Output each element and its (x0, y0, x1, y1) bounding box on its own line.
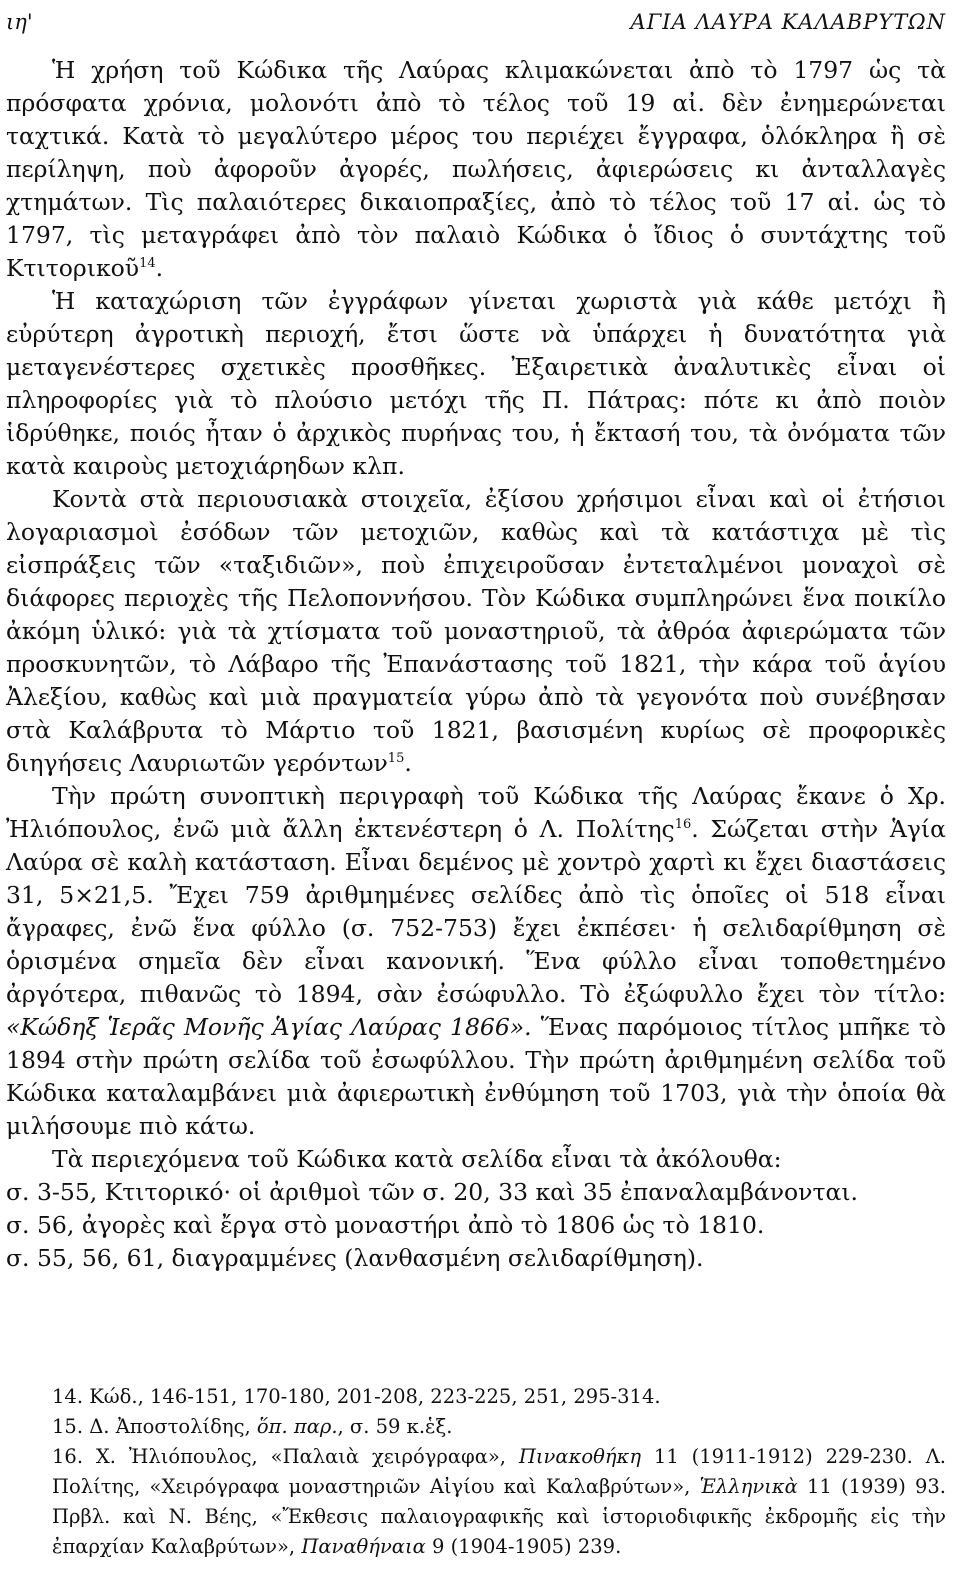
cover-title: «Κώδηξ Ἱερᾶς Μονῆς Ἁγίας Λαύρας 1866». (6, 1013, 532, 1041)
footnote-ref-14: 14 (139, 256, 156, 272)
footnote-text: , σ. 59 κ.ἑξ. (337, 1415, 453, 1438)
page-number: ιη' (6, 10, 33, 34)
footnote-text: 15. Δ. Ἀποστολίδης, (52, 1415, 257, 1438)
running-title: ΑΓΙΑ ΛΑΥΡΑ ΚΑΛΑΒΡΥΤΩΝ (630, 10, 946, 34)
footnote-14: 14. Κώδ., 146-151, 170-180, 201-208, 223-225, 251, 295-314. (52, 1385, 661, 1408)
paragraph-text: Κοντὰ στὰ περιουσιακὰ στοιχεῖα, ἐξίσου χρήσιμοι εἶναι καὶ οἱ ἐτήσιοι λογαριασμοὶ ἐσόδων τῶν μετοχιῶν, καθὼς καὶ τὰ κατάστιχα μὲ τὶς εἰσπράξεις τῶν «ταξιδιῶν», ποὺ ἐπιχειροῦσαν ἐντεταλμένοι μοναχοὶ σὲ διάφορες περιοχὲς τῆς Πελοποννήσου. Τὸν Κώδικα συμπληρώνει ἕνα ποικίλο ἀκόμη ὑλικό: γιὰ τὰ χτίσματα τοῦ μοναστηριοῦ, τὰ ἀθρόα ἀφιερώματα τῶν προσκυνητῶν, τὸ Λάβαρο τῆς Ἐπανάστασης τοῦ 1821, τὴν κάρα τοῦ ἁγίου Ἀλεξίου, καθὼς καὶ μιὰ πραγματεία γύρω ἀπὸ τὰ γεγονότα ποὺ συνέβησαν στὰ Καλάβρυτα τὸ Μάρτιο τοῦ 1821, βασισμένη κυρίως σὲ προφορικὲς διηγήσεις Λαυριωτῶν γερόντων (6, 485, 946, 777)
footnote-text: 9 (1904-1905) 239. (425, 1535, 622, 1558)
footnote-italic: Παναθήναια (301, 1535, 426, 1558)
footnote-15 (6, 1412, 946, 1442)
footnote-16 (6, 1442, 946, 1562)
footnote-ref-15: 15 (387, 751, 405, 767)
footnote-text: 11 (1911-1912) 229-230. Λ. Πολίτης, «Χειρόγραφα μοναστηριῶν Αἰγίου καὶ Καλαβρύτων», (52, 1445, 947, 1498)
paragraph-text: Ἕνας παρόμοιος τίτλος μπῆκε τὸ 1894 στὴν πρώτη σελίδα τοῦ ἐσωφύλλου. Τὴν πρώτη ἀριθμημένη σελίδα τοῦ Κώδικα καταλαμβάνει μιὰ ἀφιερωτικὴ ἐνθύμηση τοῦ 1703, γιὰ τὴν ὁποία θὰ μιλήσουμε πιὸ κάτω. (6, 1013, 947, 1140)
paragraph-text: Τὴν πρώτη συνοπτικὴ περιγραφὴ τοῦ Κώδικα τῆς Λαύρας ἔκανε ὁ Χρ. Ἠλιόπουλος, ἐνῶ μιὰ ἄλλη ἐκτενέστερη ὁ Λ. Πολίτης (6, 782, 946, 843)
footnote-text: 11 (1939) 93. Πρβλ. καὶ Ν. Βέης, «Ἔκθεσις παλαιογραφικῆς καὶ ἱστοριοδιφικῆς ἐκδρομῆς εἰς τὴν ἐπαρχίαν Καλαβρύτων», (52, 1475, 947, 1558)
paragraph-property: Κοντὰ στὰ περιουσιακὰ στοιχεῖα, ἐξίσου χρήσιμοι εἶναι καὶ οἱ ἐτήσιοι λογαριασμοὶ ἐσόδων τῶν μετοχιῶν, καθὼς καὶ τὰ κατάστιχα μὲ τὶς εἰσπράξεις τῶν «ταξιδιῶν», ποὺ ἐπιχειροῦσαν ἐντεταλμένοι μοναχοὶ σὲ διάφορες περιοχὲς τῆς Πελοποννήσου. Τὸν Κώδικα συμπληρώνει ἕνα ποικίλο ἀκόμη ὑλικό: γιὰ τὰ χτίσματα τοῦ μοναστηριοῦ, τὰ ἀθρόα ἀφιερώματα τῶν προσκυνητῶν, τὸ Λάβαρο τῆς Ἐπανάστασης τοῦ 1821, τὴν κάρα τοῦ ἁγίου Ἀλεξίου, καθὼς καὶ μιὰ πραγματεία γύρω ἀπὸ τὰ γεγονότα ποὺ συνέβησαν στὰ Καλάβρυτα τὸ Μάρτιο τοῦ 1821, βασισμένη κυρίως σὲ προφορικὲς διηγήσεις Λαυριωτῶν γερόντων$^{15}$. (6, 485, 946, 777)
footnote-italic: ὅπ. παρ. (256, 1415, 338, 1438)
contents-item: σ. 56, ἀγορὲς καὶ ἔργα στὸ μοναστήρι ἀπὸ τὸ 1806 ὡς τὸ 1810. (6, 1211, 765, 1239)
paragraph-text: Ἡ χρήση τοῦ Κώδικα τῆς Λαύρας κλιμακώνεται ἀπὸ τὸ 1797 ὡς τὰ πρόσφατα χρόνια, μολονότι ἀπὸ τὸ τέλος τοῦ 19 αἰ. δὲν ἐνημερώνεται ταχτικά. Κατὰ τὸ μεγαλύτερο μέρος του περιέχει ἔγγραφα, ὁλόκληρα ἢ σὲ περίληψη, ποὺ ἀφοροῦν ἀγορές, πωλήσεις, ἀφιερώσεις κι ἀνταλλαγὲς χτημάτων. Τὶς παλαιότερες δικαιοπραξίες, ἀπὸ τὸ τέλος τοῦ 17 αἰ. ὡς τὸ 1797, τὶς μεταγράφει ἀπὸ τὸν παλαιὸ Κώδικα ὁ ἴδιος ὁ συντάχτης τοῦ Κτιτορικοῦ (6, 56, 946, 282)
paragraph-registration: Ἡ καταχώριση τῶν ἐγγράφων γίνεται χωριστὰ γιὰ κάθε μετόχι ἢ εὐρύτερη ἀγροτικὴ περιοχή, ἔτσι ὥστε νὰ ὑπάρχει ἡ δυνατότητα γιὰ μεταγενέστερες σχετικὲς προσθῆκες. Ἐξαιρετικὰ ἀναλυτικὲς εἶναι οἱ πληροφορίες γιὰ τὸ πλούσιο μετόχι τῆς Π. Πάτρας: πότε κι ἀπὸ ποιὸν ἱδρύθηκε, ποιός ἦταν ὁ ἀρχικὸς πυρήνας του, ἡ ἔκτασή του, τὰ ὀνόματα τῶν κατὰ καιροὺς μετοχιάρηδων κλπ. (6, 287, 946, 480)
footnotes (6, 1382, 946, 1562)
paragraph-description (6, 780, 946, 1143)
footnote-italic: Πινακοθήκη (518, 1445, 642, 1468)
paragraph-codex-use: Ἡ χρήση τοῦ Κώδικα τῆς Λαύρας κλιμακώνεται ἀπὸ τὸ 1797 ὡς τὰ πρόσφατα χρόνια, μολονότι ἀπὸ τὸ τέλος τοῦ 19 αἰ. δὲν ἐνημερώνεται ταχτικά. Κατὰ τὸ μεγαλύτερο μέρος του περιέχει ἔγγραφα, ὁλόκληρα ἢ σὲ περίληψη, ποὺ ἀφοροῦν ἀγορές, πωλήσεις, ἀφιερώσεις κι ἀνταλλαγὲς χτημάτων. Τὶς παλαιότερες δικαιοπραξίες, ἀπὸ τὸ τέλος τοῦ 17 αἰ. ὡς τὸ 1797, τὶς μεταγράφει ἀπὸ τὸν παλαιὸ Κώδικα ὁ ἴδιος ὁ συντάχτης τοῦ Κτιτορικοῦ$^{14}$. (6, 56, 946, 282)
running-head (6, 10, 946, 40)
footnote-italic: Ἑλληνικὰ (699, 1475, 798, 1498)
paragraph-text: . Σώζεται στὴν Ἁγία Λαύρα σὲ καλὴ κατάσταση. Εἶναι δεμένος μὲ χοντρὸ χαρτὶ κι ἔχει διαστάσεις 31, 5×21,5. Ἔχει 759 ἀριθμημένες σελίδες ἀπὸ τὶς ὁποῖες οἱ 518 εἶναι ἄγραφες, ἐνῶ ἕνα φύλλο (σ. 752-753) ἔχει ἐκπέσει· ἡ σελιδαρίθμηση σὲ ὁρισμένα σημεῖα δὲν εἶναι κανονική. Ἕνα φύλλο εἶναι τοποθετημένο ἀργότερα, πιθανῶς τὸ 1894, σὰν ἐσώφυλλο. Τὸ ἐξώφυλλο ἔχει τὸν τίτλο: (6, 815, 946, 1008)
contents-item: σ. 3-55, Κτιτορικό· οἱ ἀριθμοὶ τῶν σ. 20, 33 καὶ 35 ἐπαναλαμβάνονται. (6, 1178, 859, 1206)
footnote-text: 16. Χ. Ἠλιόπουλος, «Παλαιὰ χειρόγραφα», (52, 1445, 519, 1468)
footnote-ref-16: 16 (674, 817, 692, 833)
main-text (6, 54, 946, 1275)
contents-item: σ. 55, 56, 61, διαγραμμένες (λανθασμένη σελιδαρίθμηση). (6, 1244, 704, 1272)
contents-intro: Τὰ περιεχόμενα τοῦ Κώδικα κατὰ σελίδα εἶναι τὰ ἀκόλουθα: (52, 1145, 782, 1173)
